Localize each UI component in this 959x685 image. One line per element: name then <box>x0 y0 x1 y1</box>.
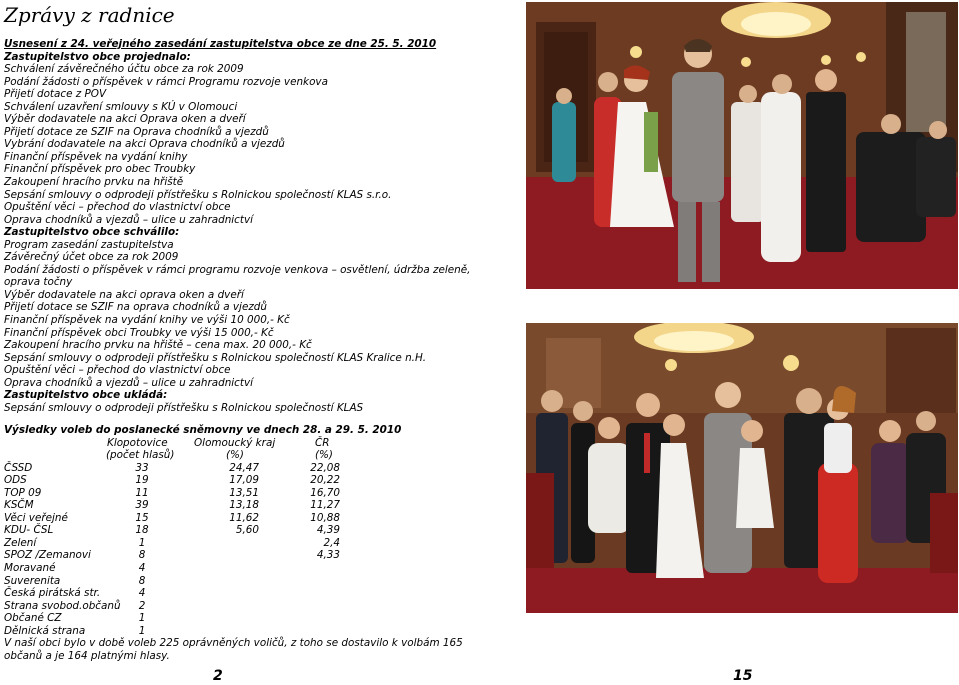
cr-percent-cell: 4,33 <box>316 549 340 562</box>
page-number-right: 15 <box>733 668 753 684</box>
party-cell: Česká pirátská str. <box>4 587 101 600</box>
wedding-photo-ceremony <box>526 2 958 289</box>
column-subheader: (%) <box>226 449 244 462</box>
list-item: Finanční příspěvek na vydání knihy ve výši 10 000,- Kč <box>4 314 290 327</box>
list-item: oprava točny <box>4 276 73 289</box>
votes-cell: 1 <box>138 624 146 637</box>
party-cell: KDU- ČSL <box>4 524 54 537</box>
cr-percent-cell: 20,22 <box>310 474 340 487</box>
table-row <box>4 474 514 487</box>
list-item: Podání žádosti o příspěvek v rámci programu rozvoje venkova – osvětlení, údržba zeleně, <box>4 263 471 276</box>
list-item: Oprava chodníků a vjezdů – ulice u zahradnictví <box>4 213 253 226</box>
votes-cell: 8 <box>138 574 146 587</box>
wedding-photo-group <box>526 323 958 613</box>
table-row <box>4 612 514 625</box>
list-item: Sepsání smlouvy o odprodeji přístřešku s Rolnickou společností KLAS s.r.o. <box>4 188 392 201</box>
table-row <box>4 587 514 600</box>
list-item: Sepsání smlouvy o odprodeji přístřešku s Rolnickou společností KLAS <box>4 401 364 414</box>
cr-percent-cell: 10,88 <box>310 511 340 524</box>
votes-cell: 1 <box>138 612 146 625</box>
list-item: Program zasedání zastupitelstva <box>4 238 174 251</box>
cr-percent-cell: 22,08 <box>310 461 340 474</box>
region-percent-cell: 17,09 <box>229 474 259 487</box>
list-item: Výběr dodavatele na akci oprava oken a dveří <box>4 288 244 301</box>
list-item: Přijetí dotace se SZIF na oprava chodníků a vjezdů <box>4 301 267 314</box>
cr-percent-cell: 4,39 <box>316 524 340 537</box>
column-header: Olomoucký kraj <box>194 436 276 449</box>
table-row <box>4 575 514 588</box>
cr-percent-cell: 2,4 <box>323 536 340 549</box>
votes-cell: 11 <box>135 486 149 499</box>
approved-heading: Zastupitelstvo obce schválilo: <box>4 226 180 239</box>
approved-list <box>4 239 514 390</box>
region-percent-cell: 24,47 <box>229 461 259 474</box>
region-percent-cell: 13,18 <box>229 499 259 512</box>
party-cell: Dělnická strana <box>4 624 86 637</box>
votes-cell: 2 <box>138 599 146 612</box>
cr-percent-cell: 11,27 <box>310 499 340 512</box>
discussed-list <box>4 63 514 226</box>
meeting-heading: Usnesení z 24. veřejného zasedání zastupitelstva obce ze dne 25. 5. 2010 <box>4 38 437 50</box>
party-cell: Věci veřejné <box>4 511 68 524</box>
list-item: Přijetí dotace ze SZIF na Oprava chodníků a vjezdů <box>4 125 269 138</box>
table-row <box>4 512 514 525</box>
votes-cell: 33 <box>135 461 149 474</box>
list-item: Schválení uzavření smlouvy s KÚ v Olomouci <box>4 100 238 113</box>
discussed-heading: Zastupitelstvo obce projednalo: <box>4 50 191 63</box>
table-header-row <box>4 437 514 450</box>
votes-cell: 8 <box>138 549 146 562</box>
cr-percent-cell: 16,70 <box>310 486 340 499</box>
party-cell: ČSSD <box>4 461 33 474</box>
votes-cell: 19 <box>135 474 149 487</box>
party-cell: ODS <box>4 474 27 487</box>
column-header: ČR <box>315 436 330 449</box>
table-row <box>4 499 514 512</box>
column-header: Klopotovice <box>107 436 168 449</box>
list-item: Schválení závěrečného účtu obce za rok 2009 <box>4 63 244 76</box>
footer-line: V naší obci bylo v době voleb 225 oprávněných voličů, z toho se dostavilo k volbám 165 <box>4 637 463 650</box>
list-item: Výběr dodavatele na akci Oprava oken a dveří <box>4 113 246 126</box>
party-cell: SPOZ /Zemanovi <box>4 549 91 562</box>
votes-cell: 4 <box>138 562 146 575</box>
list-item: Opuštění věci – přechod do vlastnictví obce <box>4 364 231 377</box>
votes-cell: 1 <box>138 536 146 549</box>
table-row <box>4 487 514 500</box>
party-cell: Strana svobod.občanů <box>4 599 121 612</box>
table-row <box>4 625 514 638</box>
table-row <box>4 524 514 537</box>
table-subheader-row <box>4 449 514 462</box>
column-subheader: (%) <box>315 449 333 462</box>
party-cell: Zelení <box>4 536 37 549</box>
list-item: Finanční příspěvek pro obec Troubky <box>4 163 196 176</box>
tasked-heading: Zastupitelstvo obce ukládá: <box>4 389 168 402</box>
footer-line: občanů a je 164 platnými hlasy. <box>4 649 170 662</box>
list-item: Sepsání smlouvy o odprodeji přístřešku s Rolnickou společností KLAS Kralice n.H. <box>4 351 427 364</box>
party-cell: TOP 09 <box>4 486 42 499</box>
votes-cell: 4 <box>138 587 146 600</box>
votes-cell: 15 <box>135 511 149 524</box>
list-item: Přijetí dotace z POV <box>4 88 107 101</box>
party-cell: Suverenita <box>4 574 61 587</box>
list-item: Vybrání dodavatele na akci Oprava chodníků a vjezdů <box>4 138 285 151</box>
region-percent-cell: 13,51 <box>229 486 259 499</box>
list-item: Finanční příspěvek na vydání knihy <box>4 150 188 163</box>
table-row <box>4 462 514 475</box>
region-percent-cell: 11,62 <box>229 511 259 524</box>
party-cell: KSČM <box>4 499 34 512</box>
list-item: Zakoupení hracího prvku na hřiště – cena max. 20 000,- Kč <box>4 339 312 352</box>
votes-cell: 39 <box>135 499 149 512</box>
column-subheader: (počet hlasů) <box>106 449 175 462</box>
party-cell: Občané CZ <box>4 612 62 625</box>
list-item: Oprava chodníků a vjezdů – ulice u zahradnictví <box>4 376 253 389</box>
region-percent-cell: 5,60 <box>235 524 259 537</box>
page-title: Zprávy z radnice <box>4 3 175 27</box>
page-number-left: 2 <box>213 668 223 684</box>
list-item: Zakoupení hracího prvku na hřiště <box>4 176 184 189</box>
election-heading: Výsledky voleb do poslanecké sněmovny ve dnech 28. a 29. 5. 2010 <box>4 424 402 436</box>
results-table <box>4 462 514 638</box>
votes-cell: 18 <box>135 524 149 537</box>
table-row <box>4 600 514 613</box>
list-item: Opuštění věci – přechod do vlastnictví obce <box>4 201 231 214</box>
table-row <box>4 537 514 550</box>
party-cell: Moravané <box>4 562 56 575</box>
list-item: Závěrečný účet obce za rok 2009 <box>4 251 179 264</box>
table-row <box>4 549 514 562</box>
table-row <box>4 562 514 575</box>
election-results <box>4 424 514 662</box>
resolution-section <box>4 38 514 414</box>
list-item: Podání žádosti o příspěvek v rámci Programu rozvoje venkova <box>4 75 328 88</box>
list-item: Finanční příspěvek obci Troubky ve výši 15 000,- Kč <box>4 326 274 339</box>
